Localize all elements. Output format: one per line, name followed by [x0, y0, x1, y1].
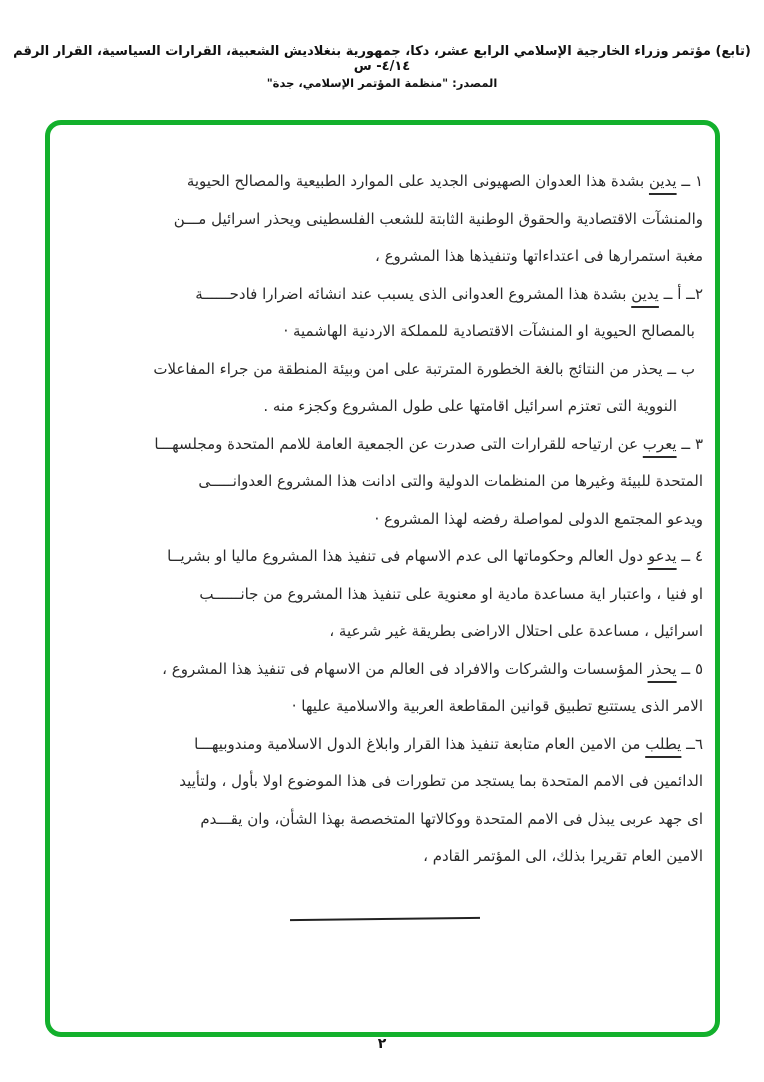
resolution-text: [72, 163, 703, 876]
resolution-item-6-line-4: الامين العام تقريرا بذلك، الى المؤتمر القادم ،: [423, 847, 703, 865]
resolution-item-2a-line-1: [72, 276, 703, 314]
item-text: عن ارتياحه للقرارات التى صدرت عن الجمعية العامة للامم المتحدة ومجلسهـــا: [154, 434, 643, 453]
resolution-item-6-line-1: [72, 726, 703, 764]
resolution-item-3-line-3: ويدعو المجتمع الدولى لمواصلة رفضه لهذا المشروع ·: [374, 509, 703, 528]
resolution-item-3-line-2: المتحدة للبيئة وغيرها من المنظمات الدولية والتى ادانت هذا المشروع العدوانـــــى: [198, 472, 703, 490]
resolution-item-6-line-3: اى جهد عربى يبذل فى الامم المتحدة ووكالاتها المتخصصة بهذا الشأن، وان يقـــدم: [200, 809, 703, 828]
resolution-item-1-line-2: والمنشآت الاقتصادية والحقوق الوطنية الثابتة للشعب الفلسطينى ويحذر اسرائيل مـــن: [173, 209, 703, 228]
resolution-item-3-line-1: [72, 426, 703, 464]
document-header-source: المصدر: "منظمة المؤتمر الإسلامي، جدة": [266, 76, 498, 90]
item-verb-underlined: يدعو: [647, 547, 677, 565]
resolution-item-5-line-1: [72, 651, 703, 689]
item-verb-underlined: يطلب: [645, 734, 682, 753]
item-text: بشدة هذا العدوان الصهيونى الجديد على الموارد الطبيعية والمصالح الحيوية: [186, 172, 649, 190]
item-text: المؤسسات والشركات والافراد فى العالم من الاسهام فى تنفيذ هذا المشروع ،: [162, 659, 648, 678]
item-verb-underlined: يدين: [648, 172, 677, 190]
item-number: ٣ ــ: [676, 434, 703, 453]
item-number: ٦ــ: [681, 734, 703, 753]
item-number: ٢ــ أ ــ: [658, 284, 703, 303]
resolution-item-1-line-3: مغبة استمرارها فى اعتداءاتها وتنفيذها هذا المشروع ،: [374, 247, 703, 265]
resolution-item-2b-line-1: ب ــ يحذر من النتائج بالغة الخطورة المترتبة على امن وبيئة المنطقة من جراء المفاعلات: [153, 359, 695, 378]
item-verb-underlined: يحذر: [647, 659, 677, 678]
item-number: ١ ــ: [676, 172, 703, 190]
item-text: دول العالم وحكوماتها الى عدم الاسهام فى تنفيذ هذا المشروع ماليا او بشريــا: [167, 547, 648, 565]
resolution-item-1-line-1: [72, 163, 703, 201]
resolution-item-4-line-1: [72, 538, 703, 576]
green-frame: [45, 120, 720, 1037]
signature-divider-line: [290, 917, 480, 921]
resolution-item-4-line-2: او فنيا ، واعتبار اية مساعدة مادية او معنوية على تنفيذ هذا المشروع من جانــــــب: [199, 584, 703, 603]
resolution-item-4-line-3: اسرائيل ، مساعدة على احتلال الاراضى بطريقة غير شرعية ،: [329, 622, 703, 640]
item-verb-underlined: يدين: [631, 284, 659, 303]
item-verb-underlined: يعرب: [642, 434, 677, 453]
resolution-item-2a-line-2: بالمصالح الحيوية او المنشآت الاقتصادية للمملكة الاردنية الهاشمية ·: [283, 322, 695, 340]
item-text: من الامين العام متابعة تنفيذ هذا القرار وابلاغ الدول الاسلامية ومندوبيهـــا: [194, 734, 646, 753]
document-header-title: (تابع) مؤتمر وزراء الخارجية الإسلامي الرابع عشر، دكا، جمهورية بنغلاديش الشعبية، القرارات السياسية، القرار الرقم ٤/١٤- س: [13, 44, 751, 74]
resolution-item-6-line-2: الدائمين فى الامم المتحدة بما يستجد من تطورات فى هذا الموضوع اولا بأول ، ولتأييد: [179, 772, 703, 790]
resolution-item-2b-line-2: النووية التى تعتزم اسرائيل اقامتها على طول المشروع وكجزء منه .: [263, 397, 677, 415]
resolution-item-5-line-2: الامر الذى يستتبع تطبيق قوانين المقاطعة العربية والاسلامية عليها ·: [291, 697, 703, 715]
item-number: ٥ ــ: [676, 659, 703, 678]
item-number: ٤ ــ: [676, 547, 703, 565]
page-number: ٢: [377, 1036, 387, 1052]
item-text: بشدة هذا المشروع العدوانى الذى يسبب عند انشائه اضرارا فادحــــــة: [195, 284, 632, 303]
